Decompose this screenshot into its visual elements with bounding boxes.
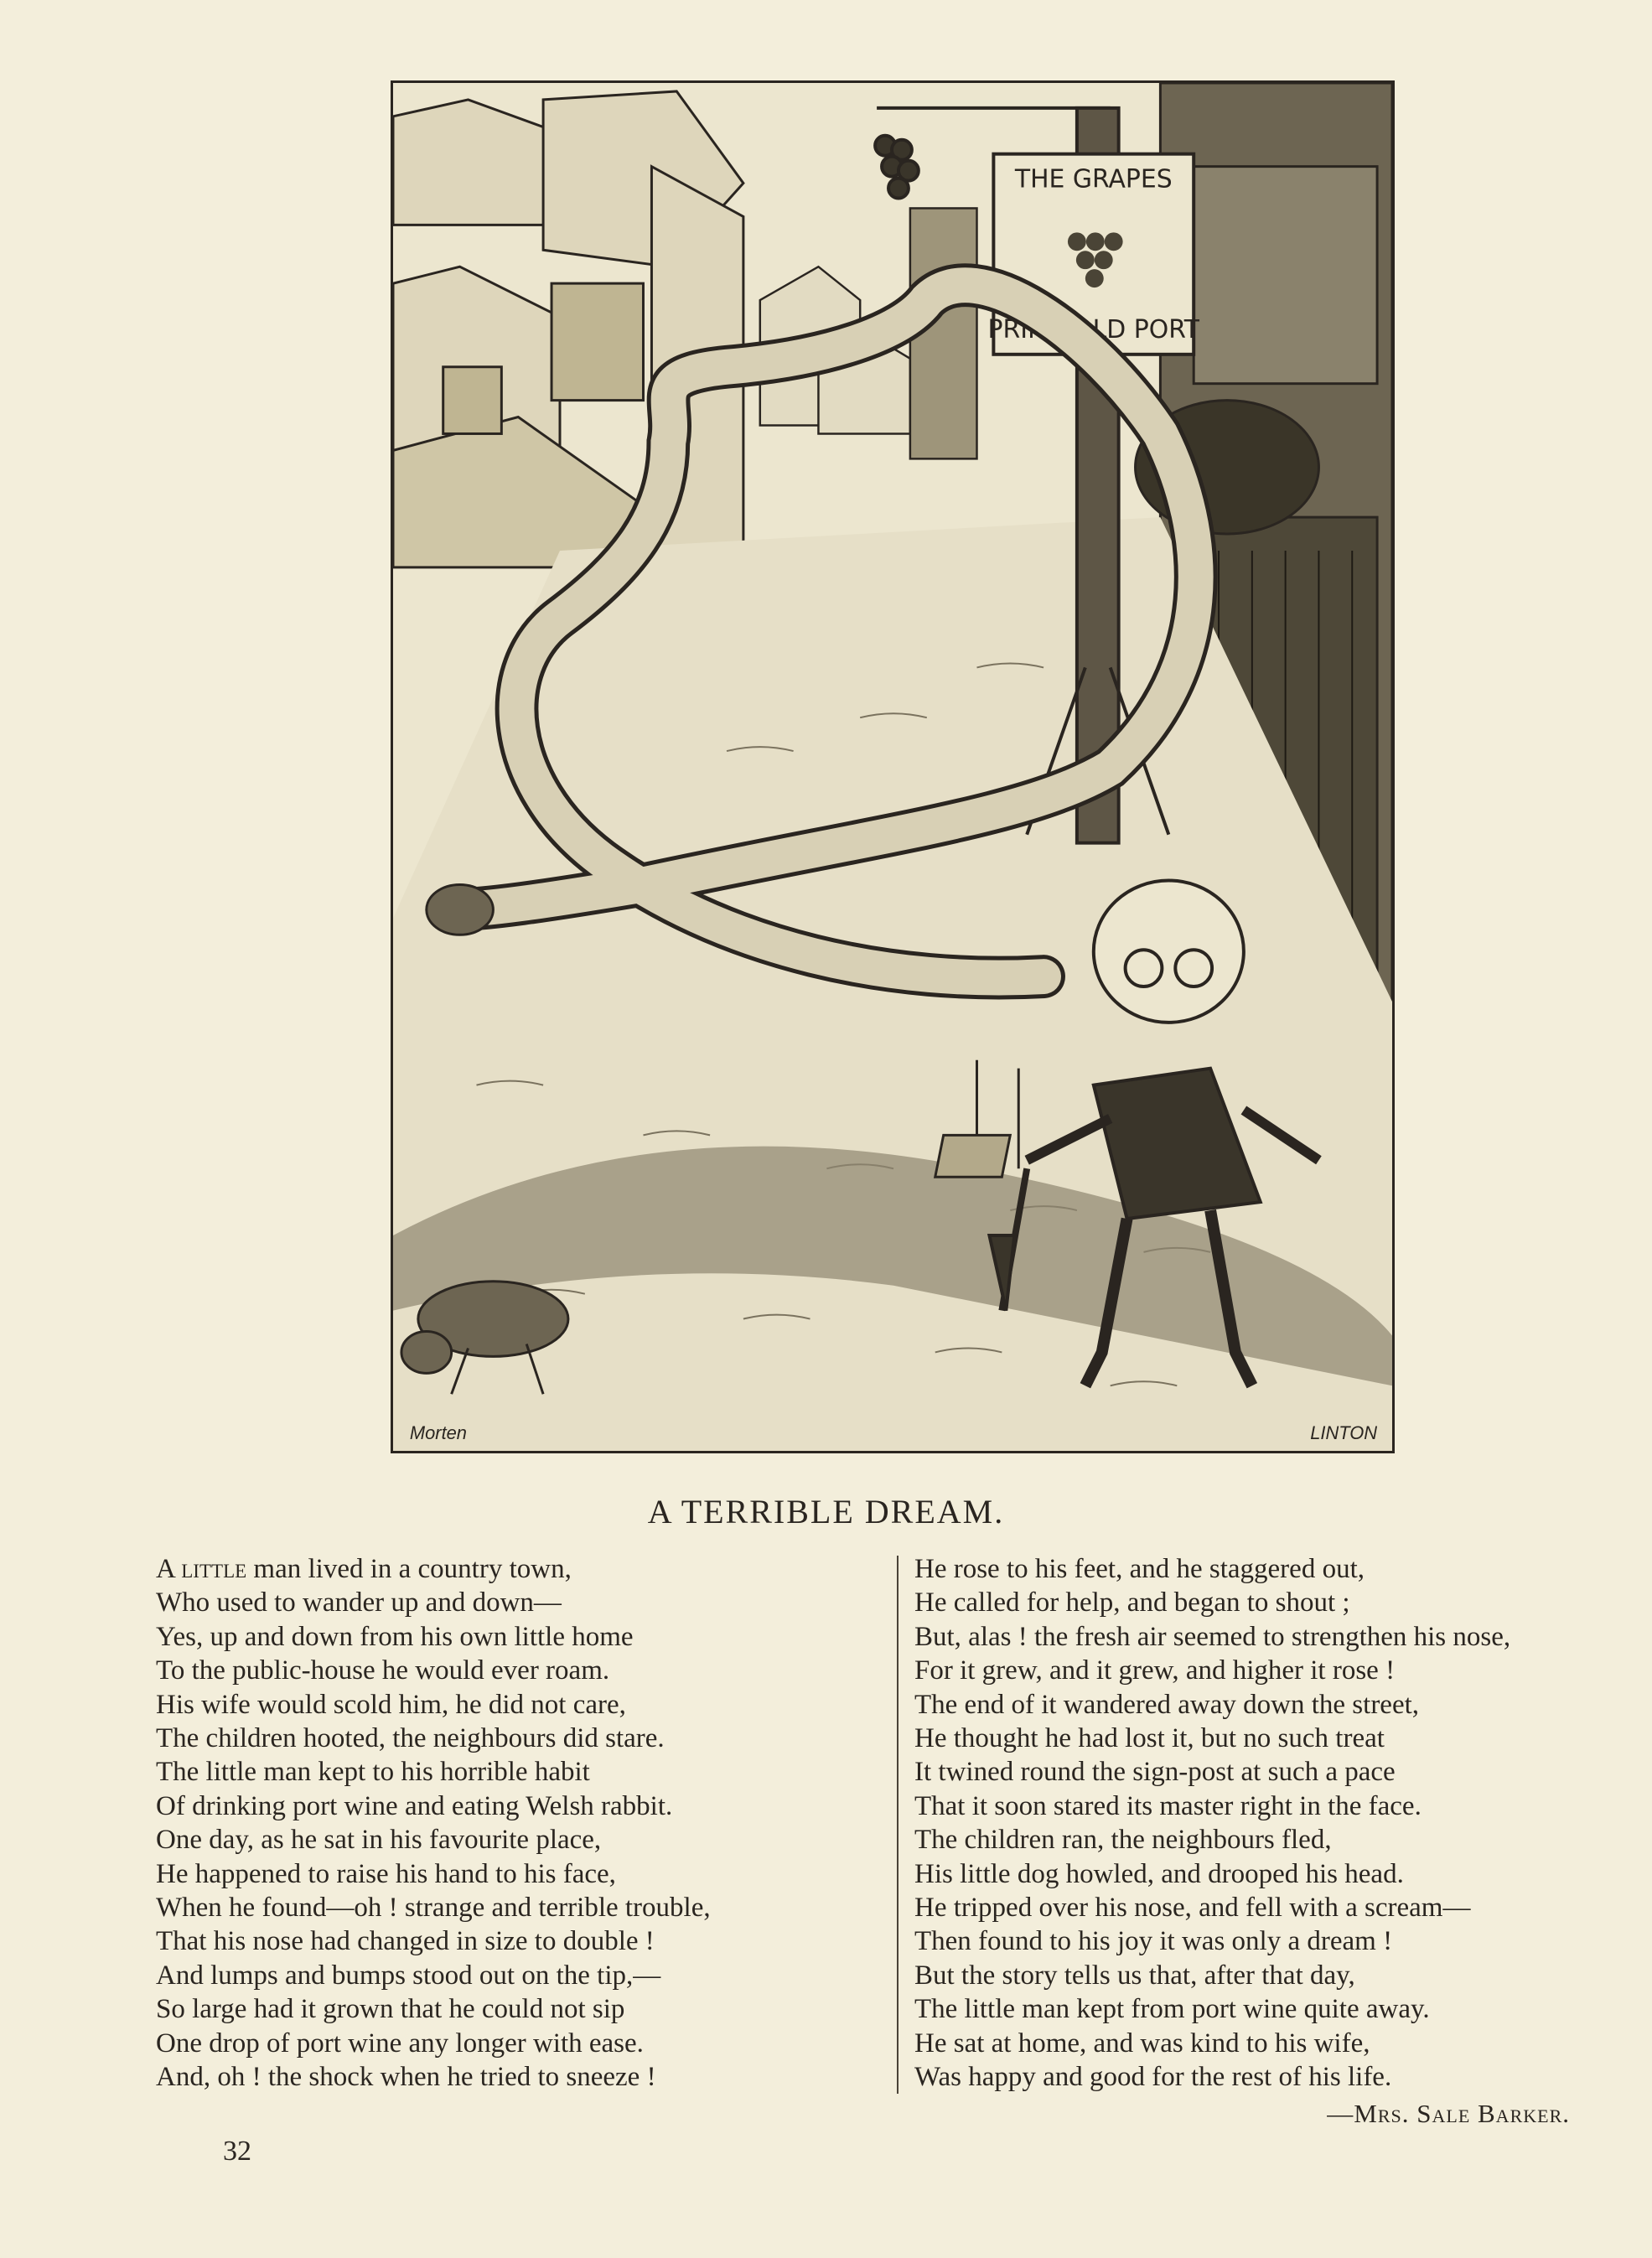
poem-line: His wife would scold him, he did not care,: [156, 1689, 626, 1720]
poem-line: So large had it grown that he could not sip: [156, 1994, 625, 2025]
poem-line: Yes, up and down from his own little home: [156, 1621, 634, 1652]
poem-line: The end of it wandered away down the street,: [914, 1689, 1420, 1720]
poem-line: Who used to wander up and down—: [156, 1587, 562, 1618]
poem-line: The little man kept to his horrible habit: [156, 1757, 590, 1788]
poem-line: He sat at home, and was kind to his wife,: [914, 2028, 1370, 2059]
engraver-signature-right: LINTON: [1310, 1422, 1378, 1444]
poem-line: The children ran, the neighbours fled,: [914, 1825, 1332, 1856]
poem-line: That his nose had changed in size to double !: [156, 1926, 655, 1957]
poem-title: A TERRIBLE DREAM.: [647, 1493, 1005, 1530]
sign-line-2: PRIME OLD PORT: [987, 314, 1200, 344]
engraving-drawing: [393, 83, 1392, 1451]
poem-line: And, oh ! the shock when he tried to sneeze !: [156, 2062, 656, 2093]
column-divider: [897, 1556, 899, 2094]
left-houses: [393, 91, 743, 567]
poem-line: He tripped over his nose, and fell with a scream—: [914, 1893, 1471, 1924]
poem-line: To the public-house he would ever roam.: [156, 1655, 610, 1686]
poem-line: The children hooted, the neighbours did stare.: [156, 1723, 665, 1754]
poem-first-word: A little: [156, 1554, 247, 1584]
poem-line: But the story tells us that, after that day,: [914, 1960, 1355, 1991]
author-byline: —Mrs. Sale Barker.: [1327, 2099, 1570, 2128]
poem-line: But, alas ! the fresh air seemed to strengthen his nose,: [914, 1621, 1511, 1652]
poem-line: When he found—oh ! strange and terrible trouble,: [156, 1893, 711, 1924]
poem-line: He called for help, and began to shout ;: [914, 1587, 1350, 1618]
poem-line: And lumps and bumps stood out on the tip,—: [156, 1960, 661, 1991]
poem-line: He happened to raise his hand to his face,: [156, 1858, 616, 1889]
poem-line: It twined round the sign-post at such a pace: [914, 1757, 1396, 1788]
engraving-illustration: [391, 80, 1395, 1453]
poem-line: The little man kept from port wine quite away.: [914, 1994, 1430, 2025]
poem-line: His little dog howled, and drooped his head.: [914, 1858, 1404, 1889]
poem-first-line: [156, 1552, 885, 1586]
engraver-signature-left: Morten: [409, 1422, 467, 1444]
poem-line: One drop of port wine any longer with ease.: [156, 2028, 644, 2059]
poem-column-right: [914, 1552, 1635, 2095]
page-number: 32: [223, 2136, 251, 2167]
poem-first-line-rest: man lived in a country town,: [246, 1554, 572, 1584]
sign-line-1: THE GRAPES: [1014, 164, 1173, 194]
poem-line: Of drinking port wine and eating Welsh rabbit.: [156, 1790, 673, 1821]
poem-line: One day, as he sat in his favourite place,: [156, 1825, 602, 1856]
poem-line: He thought he had lost it, but no such treat: [914, 1723, 1385, 1754]
poem-line: That it soon stared its master right in the face.: [914, 1790, 1422, 1821]
poem-line: He rose to his feet, and he staggered out,: [914, 1554, 1365, 1584]
poem-line: Was happy and good for the rest of his life.: [914, 2062, 1392, 2093]
poem-line: Then found to his joy it was only a dream !: [914, 1926, 1393, 1957]
poem-column-left: [156, 1552, 885, 2095]
poem-line: For it grew, and it grew, and higher it rose !: [914, 1655, 1396, 1686]
